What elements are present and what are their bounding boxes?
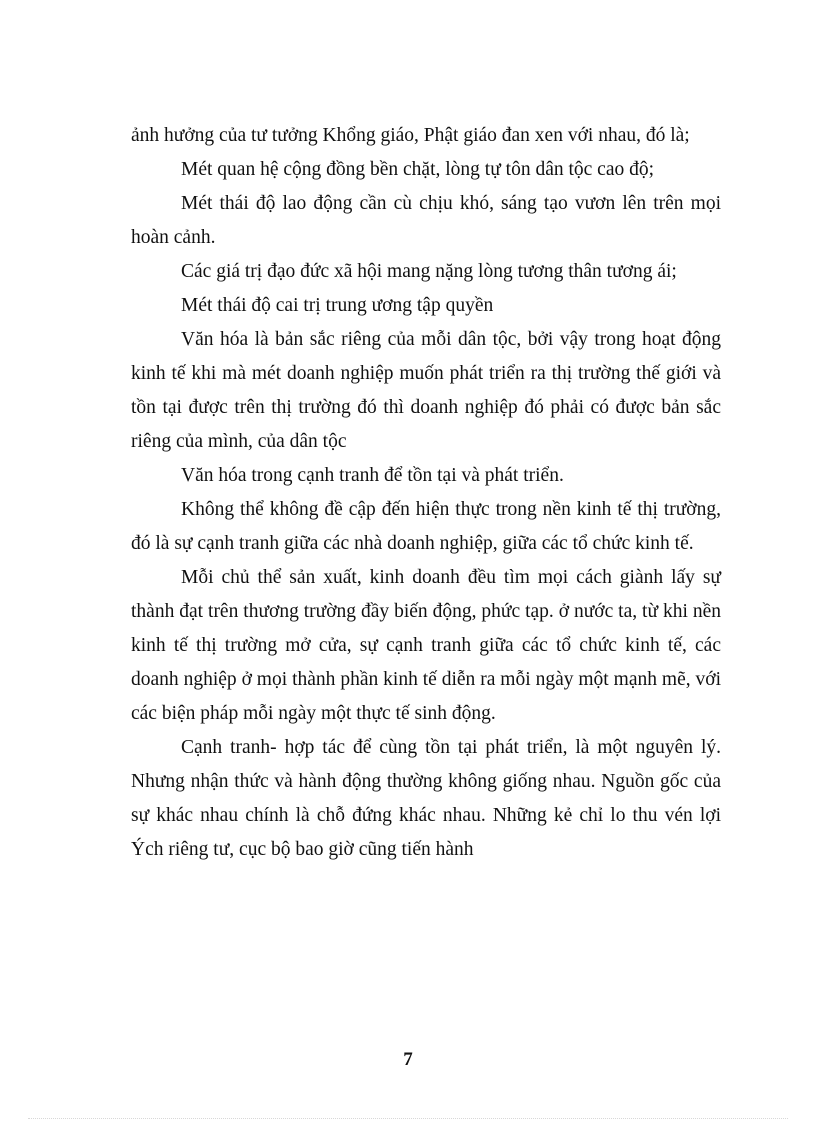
paragraph-4: Các giá trị đạo đức xã hội mang nặng lòng tương thân tương ái;	[181, 261, 677, 282]
body-text	[131, 119, 721, 867]
page-bottom-divider	[28, 1118, 788, 1119]
paragraph-7: Văn hóa trong cạnh tranh để tồn tại và phát triển.	[181, 465, 564, 486]
paragraph-10: Cạnh tranh- hợp tác để cùng tồn tại phát triển, là một nguyên lý. Nhưng nhận thức và hành động thường không giống nhau. Nguồn gốc của sự khác nhau chính là chỗ đứng khác nhau. Những kẻ chỉ lo thu vén lợi Ých riêng tư, cục bộ bao giờ cũng tiến hành	[131, 737, 721, 860]
paragraph-2: Mét quan hệ cộng đồng bền chặt, lòng tự tôn dân tộc cao độ;	[181, 159, 655, 180]
paragraph-3: Mét thái độ lao động cần cù chịu khó, sáng tạo vươn lên trên mọi hoàn cảnh.	[131, 193, 721, 248]
paragraph-9: Mỗi chủ thể sản xuất, kinh doanh đều tìm mọi cách giành lấy sự thành đạt trên thương trường đầy biến động, phức tạp. ở nước ta, từ khi nền kinh tế thị trường mở cửa, sự cạnh tranh giữa các tổ chức kinh tế, các doanh nghiệp ở mọi thành phần kinh tế diễn ra mỗi ngày một mạnh mẽ, với các biện pháp mỗi ngày một thực tế sinh động.	[131, 567, 721, 724]
paragraph-1: ảnh hưởng của tư tưởng Khổng giáo, Phật giáo đan xen với nhau, đó là;	[131, 125, 690, 146]
page-number: 7	[403, 1049, 413, 1070]
paragraph-5: Mét thái độ cai trị trung ương tập quyền	[181, 295, 494, 316]
paragraph-6: Văn hóa là bản sắc riêng của mỗi dân tộc, bởi vậy trong hoạt động kinh tế khi mà mét doanh nghiệp muốn phát triển ra thị trường thế giới và tồn tại được trên thị trường đó thì doanh nghiệp đó phải có được bản sắc riêng của mình, của dân tộc	[131, 329, 721, 452]
paragraph-8: Không thể không đề cập đến hiện thực trong nền kinh tế thị trường, đó là sự cạnh tranh giữa các nhà doanh nghiệp, giữa các tổ chức kinh tế.	[131, 499, 721, 554]
